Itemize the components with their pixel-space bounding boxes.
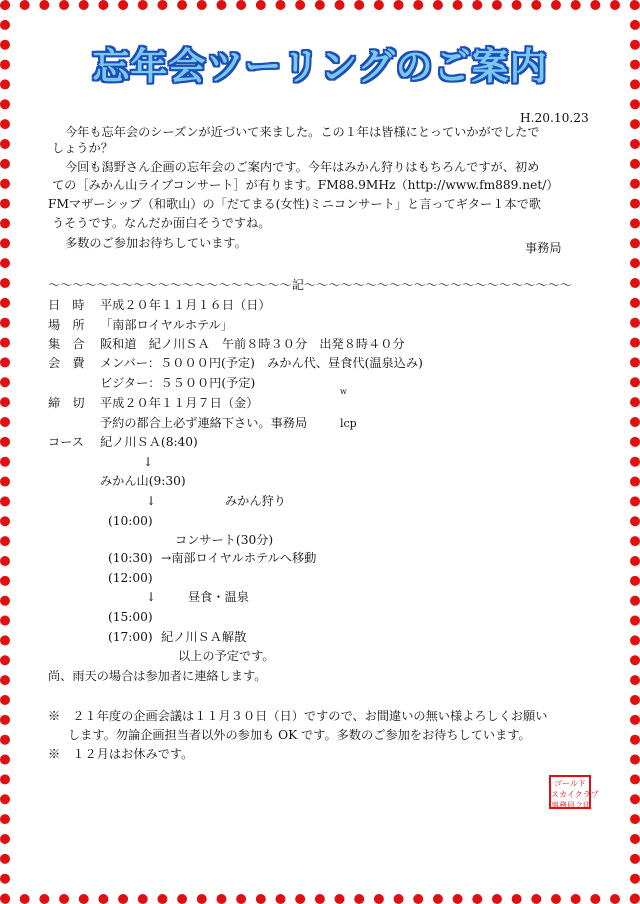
meet-label: 集 合: [48, 337, 85, 351]
intro-line-7: 多数のご参加お待ちしています。: [65, 236, 247, 250]
course-plan-note: 以上の予定です。: [178, 649, 275, 663]
course-mikan: みかん山(9:30): [100, 474, 186, 488]
deadline-label: 締 切: [48, 396, 85, 410]
arrow-down-icon: ↓: [146, 494, 157, 508]
document-date: H.20.10.23: [520, 111, 589, 125]
stamp-line-1: ゴールド: [554, 779, 586, 788]
course-start: 紀ノ川ＳＡ(8:40): [100, 435, 198, 449]
course-concert: コンサート(30分): [175, 533, 274, 547]
date-value: 平成２０年１１月１６日（日）: [100, 298, 271, 312]
intro-line-2: しょうか？: [52, 141, 113, 155]
deadline-value: 平成２０年１１月７日（金）: [100, 396, 259, 410]
course-time-1700: (17:00): [108, 630, 153, 644]
course-time-1500: (15:00): [108, 610, 153, 624]
stamp-line-2: スカイクラブ: [551, 790, 599, 799]
fee-visitor: ビジター：５５００円(予定): [100, 376, 256, 390]
arrow-down-icon: ↓: [146, 590, 157, 604]
club-stamp: [549, 775, 599, 810]
course-mikan-activity: みかん狩り: [225, 494, 286, 508]
fee-label: 会 費: [48, 356, 85, 370]
intro-line-3: 今回も潟野さん企画の忘年会のご案内です。今年はみかん狩りはもちろんですが、初め: [65, 160, 540, 174]
intro-line-6: うそうです。なんだか面白そうですね。: [52, 216, 271, 230]
course-lunch: 昼食・温泉: [188, 590, 249, 604]
deadline-note: 予約の都合上必ず連絡下さい。事務局: [100, 416, 308, 430]
course-time-1000: (10:00): [108, 514, 153, 528]
intro-line-5: FMマザーシップ（和歌山）の「だてまる(女性)ミニコンサート」と言ってギター１本で歌: [48, 197, 541, 211]
rain-note: 尚、雨天の場合は参加者に連絡します。: [48, 669, 267, 683]
separator: ～～～～～～～～～～～～～～～～～～～～記～～～～～～～～～～～～～～～～～～～～～～: [48, 278, 573, 292]
fee-mark: w: [340, 387, 347, 396]
course-label: コース: [48, 435, 84, 449]
deadline-note-tail: lcp: [340, 417, 357, 430]
stamp-line-3: 事務局之印: [551, 801, 591, 810]
course-time-1200: (12:00): [108, 571, 153, 585]
course-dismiss: 紀ノ川ＳＡ解散: [161, 630, 247, 644]
note-line-3: ※ １２月はお休みです。: [48, 747, 194, 761]
fee-member: メンバー：５０００円(予定) みかん代、昼食代(温泉込み): [100, 356, 423, 370]
page-title: 忘年会ツーリングのご案内: [92, 45, 548, 88]
intro-line-1: 今年も忘年会のシーズンが近づいて来ました。この１年は皆様にとっていかがでしたで: [65, 125, 540, 139]
course-move: →南部ロイヤルホテルへ移動: [161, 551, 317, 565]
meet-value: 阪和道 紀ノ川ＳＡ 午前８時３０分 出発８時４０分: [100, 337, 405, 351]
course-time-1030: (10:30): [108, 551, 153, 565]
note-line-1: ※ ２１年度の企画会議は１１月３０日（日）ですので、お間違いの無い様よろしくお願い: [48, 709, 548, 723]
place-value: 「南部ロイヤルホテル」: [100, 318, 233, 332]
note-line-2: します。勿論企画担当者以外の参加も OK です。多数のご参加をお待ちしています。: [68, 728, 531, 742]
arrow-down-icon: ↓: [143, 455, 154, 469]
place-label: 場 所: [48, 318, 85, 332]
office-signature: 事務局: [525, 241, 562, 255]
date-label: 日 時: [48, 298, 85, 312]
intro-line-4: ての［みかん山ライブコンサート］が有ります。FM88.9MHz（http://www.fm889.net/）: [52, 178, 559, 192]
